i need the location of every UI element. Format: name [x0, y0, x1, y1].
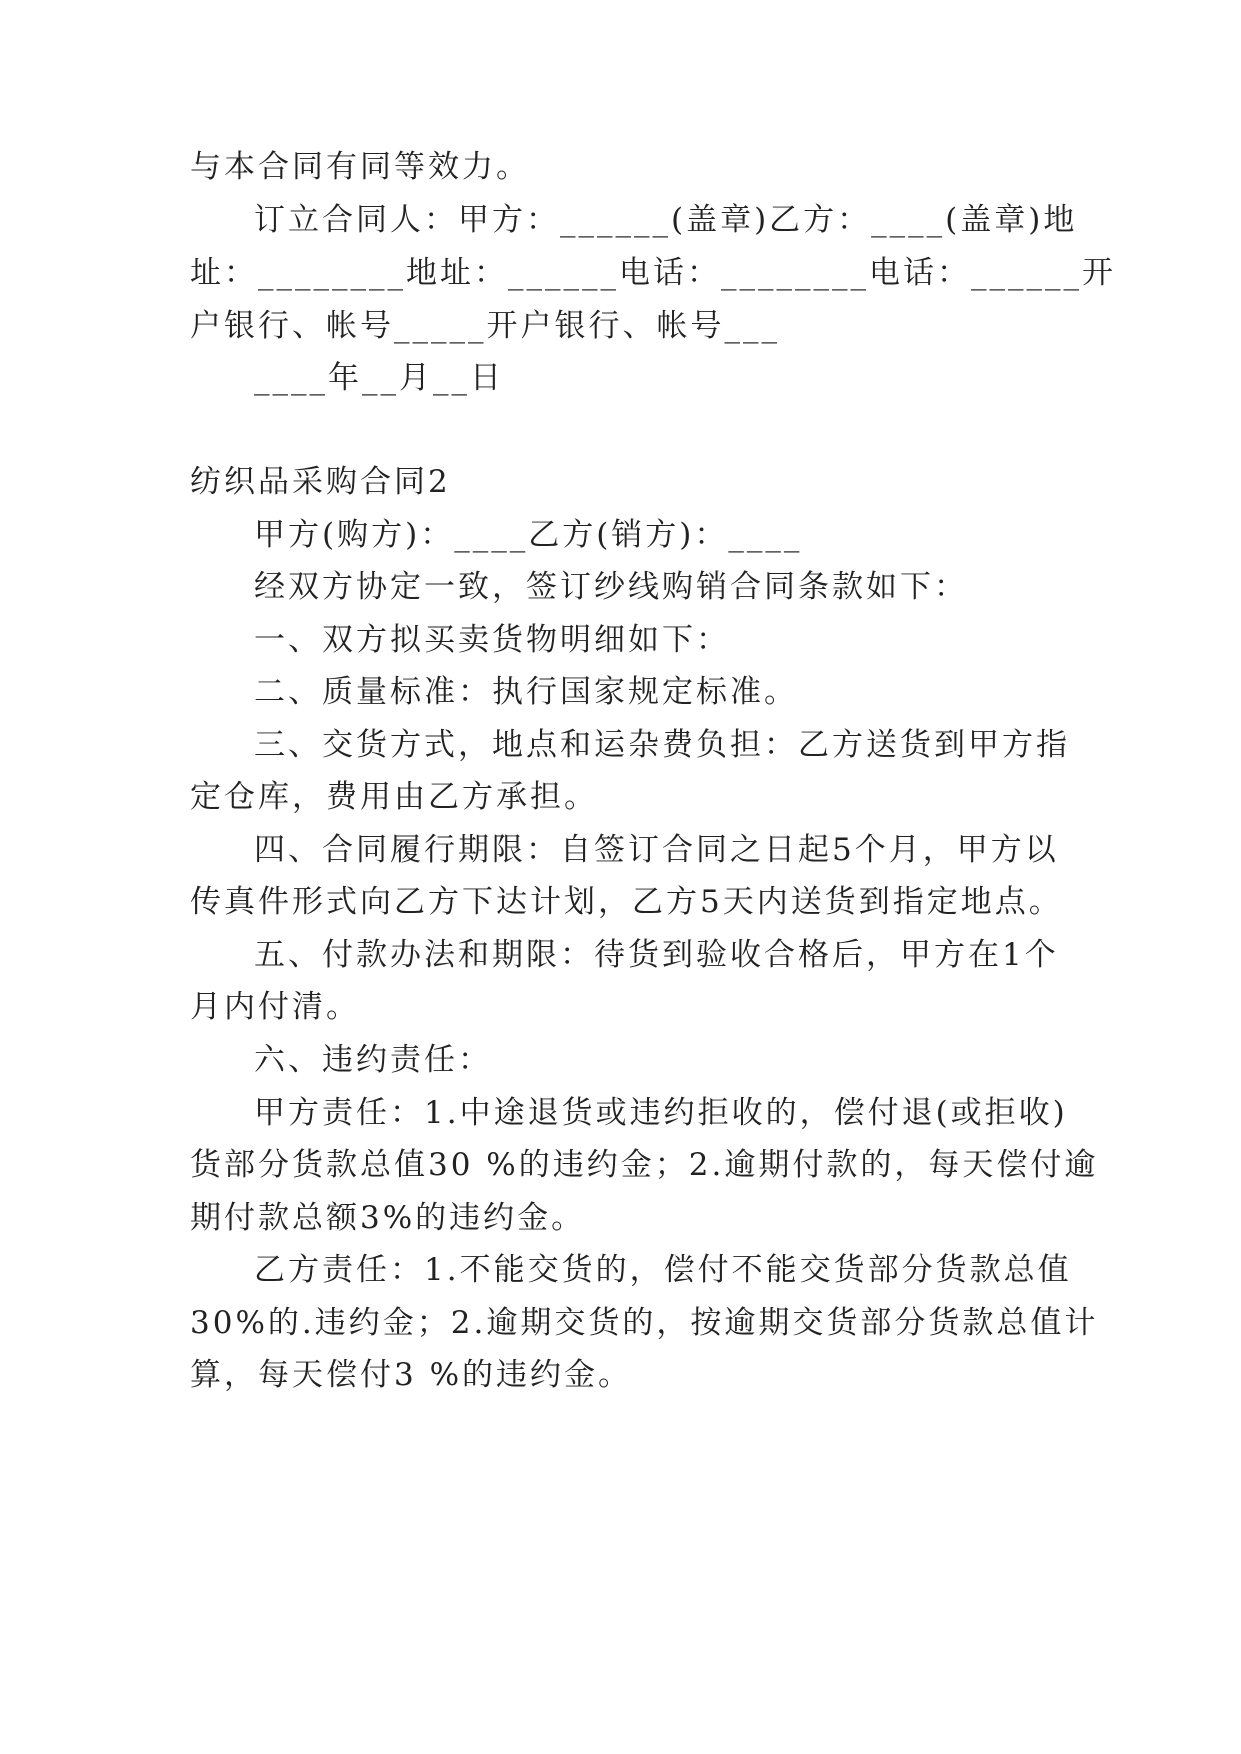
- paragraph-line: 一、双方拟买卖货物明细如下：: [254, 622, 730, 658]
- paragraph-line: 址：________地址：______电话：________电话：______开: [190, 255, 1116, 291]
- section-title: 纺织品采购合同2: [190, 464, 451, 500]
- paragraph-line: 五、付款办法和期限：待货到验收合格后，甲方在1个: [254, 937, 1059, 973]
- paragraph-line: 经双方协定一致，签订纱线购销合同条款如下：: [254, 569, 968, 605]
- paragraph-line: 户银行、帐号_____开户银行、帐号___: [190, 308, 780, 344]
- paragraph-line: 订立合同人：甲方：______(盖章)乙方：____(盖章)地: [254, 202, 1078, 238]
- paragraph-line: 货部分货款总值30 %的违约金；2.逾期付款的，每天偿付逾: [190, 1147, 1099, 1183]
- paragraph-line: 30%的.违约金；2.逾期交货的，按逾期交货部分货款总值计: [190, 1305, 1099, 1341]
- paragraph-line: 定仓库，费用由乙方承担。: [190, 779, 598, 815]
- paragraph-line: 三、交货方式，地点和运杂费负担：乙方送货到甲方指: [254, 727, 1070, 763]
- paragraph-line: 六、违约责任：: [254, 1042, 492, 1078]
- paragraph-line: 算，每天偿付3 %的违约金。: [190, 1357, 633, 1393]
- paragraph-line: 二、质量标准：执行国家规定标准。: [254, 674, 798, 710]
- paragraph-line: 与本合同有同等效力。: [190, 149, 530, 185]
- paragraph-line: 甲方责任：1.中途退货或违约拒收的，偿付退(或拒收): [254, 1095, 1068, 1131]
- date-line: ____年__月__日: [254, 360, 504, 396]
- paragraph-line: 月内付清。: [190, 989, 360, 1025]
- paragraph-line: 甲方(购方)：____乙方(销方)：____: [254, 517, 803, 553]
- paragraph-line: 乙方责任：1.不能交货的，偿付不能交货部分货款总值: [254, 1252, 1072, 1288]
- paragraph-line: 期付款总额3%的违约金。: [190, 1200, 586, 1236]
- paragraph-line: 四、合同履行期限：自签订合同之日起5个月，甲方以: [254, 832, 1059, 868]
- paragraph-line: 传真件形式向乙方下达计划，乙方5天内送货到指定地点。: [190, 884, 1063, 920]
